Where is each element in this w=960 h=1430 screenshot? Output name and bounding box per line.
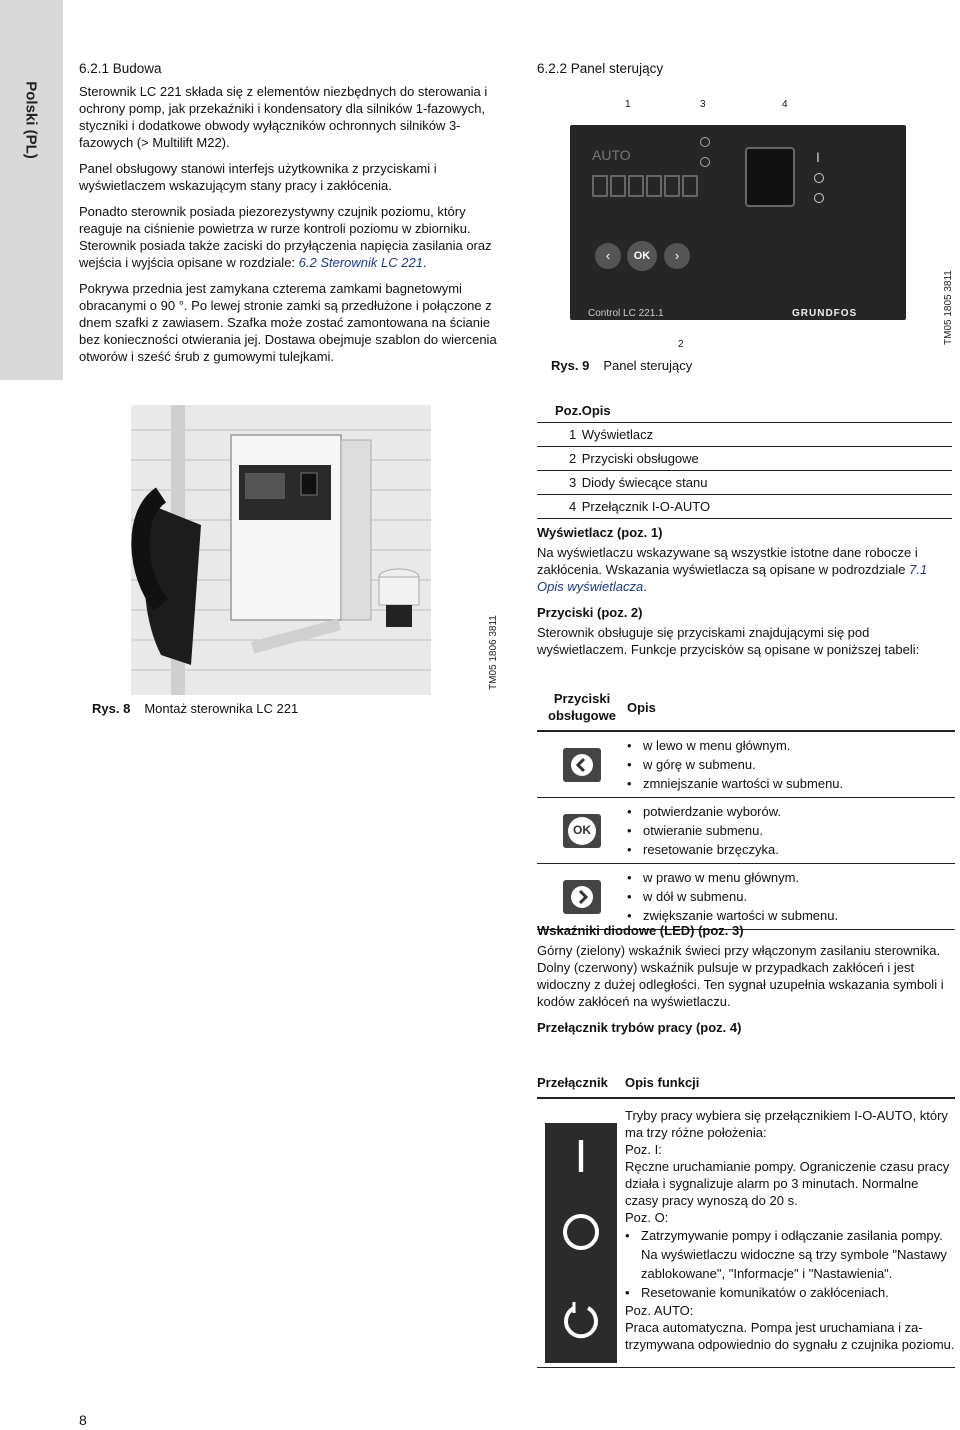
link-sterownik[interactable]: 6.2 Sterownik LC 221 — [298, 255, 423, 270]
section-heading-budowa: 6.2.1 Budowa — [79, 61, 162, 76]
table-row: 1 Wyświetlacz — [537, 423, 952, 447]
table-row: • w lewo w menu głównym. • w górę w submenu. • zmniejszanie wartości w submenu. — [537, 731, 955, 798]
language-label: Polski (PL) — [22, 81, 40, 159]
paragraph-2: Panel obsługowy stanowi interfejs użytkownika z przyciskami i wyświetlaczem wskazującym stany pracy i zakłócenia. — [79, 161, 437, 193]
figure-8-photo — [131, 405, 431, 695]
display-segments — [592, 175, 700, 201]
table-row: • w prawo w menu głównym. • w dół w submenu. • zwiększanie wartości w submenu. — [537, 864, 955, 930]
figure-9-number-2: 2 — [678, 339, 684, 350]
position-table: Poz. Opis 1 Wyświetlacz 2 Przyciski obsługowe 3 Diody świecące stanu 4 Przełącznik I-O-AUTO — [537, 399, 952, 519]
figure-9-caption: Rys. 9 Panel sterujący — [551, 358, 693, 373]
ok-icon: OK — [563, 814, 601, 848]
right-text-2: Wskaźniki diodowe (LED) (poz. 3) Górny (zielony) wskaźnik świeci przy włączonym zasilaniu sterownika. Dolny (czerwony) wskaźnik pulsuje w przypadkach zakłóceń i jest widoczny z dużej odległości. Ten sygnał uzupełnia wskazania symboli i kodów zakłóceń na wyświetlaczu. Przełącznik trybów pracy (poz. 4) — [537, 923, 944, 1035]
paragraph-1: Sterownik LC 221 składa się z elementów niezbędnych do sterowania i ochrony pomp, jak przekaźniki i kondensatory dla silników 1-fazowych, styczniki i dodatkowe obwody wyłączników ochronnych silników 3-fazowych (> Multilift M22). — [79, 84, 488, 150]
figure-9-numbers: 1 3 4 — [625, 99, 788, 110]
table-row: 2 Przyciski obsługowe — [537, 447, 952, 471]
right-arrow-icon — [563, 880, 601, 914]
switch-auto-icon — [561, 1299, 601, 1339]
brand-logo: GRUNDFOS — [792, 308, 858, 319]
left-arrow-icon — [563, 748, 601, 782]
control-panel-image: AUTO I ‹ OK › Control LC 221.1 GRUNDFOS — [570, 125, 906, 320]
switch-table: Przełącznik Opis funkcji I Tryby pracy wybiera się przełącznikiem I-O-AUTO, który ma trzy różne położenia: Poz. I: Ręczne uruchamianie pompy. Ograniczenie czasu pracy działa i sygnalizuje alarm po 3 minutach. Normalne czasy pracy wynoszą do 20 s. Poz. O: • Zatrzymywanie pompy i odłączanie zasilania pompy. Na wyświetlaczu widoczne są trzy symbole "Nastawy zablokowane", "Informacje" i "Nastawienia". • Resetowanie komunikatów o zakłóceniach. Poz. AUTO: Praca automatyczna. Pompa jest uruchamiana i za- trzymywana odpowiednio do sygnału z czujnika poziomu. — [537, 1068, 955, 1368]
switch-symbols-panel — [545, 1123, 617, 1363]
paragraph-3: Ponadto sterownik posiada piezorezystywny czujnik poziomu, który reaguje na ciśnienie powietrza w rurze kontroli poziomu w zbiorniku. Sterownik posiada także zaciski do przyłączenia napięcia zasilania oraz wejścia i wyjścia opisane w rozdziale: 6.2 Sterownik LC 221. — [79, 204, 492, 270]
switch-i-icon: I — [574, 1129, 588, 1182]
left-column — [79, 60, 509, 374]
display-auto-label: AUTO — [592, 147, 631, 163]
switch-o-icon — [563, 1214, 599, 1250]
mode-switch[interactable] — [745, 147, 795, 207]
link-opis-wyswietlacza[interactable]: 7.1 Opis wyświetlacza — [537, 562, 928, 594]
paragraph-4: Pokrywa przednia jest zamykana czterema zamkami bagnetowymi obracanymi o 90 °. Po lewej stronie zamki są przedłużone i połączone z dnem szafki z zawiasem. Szafka może zostać zamontowana na ścianie bez konieczności otwierania jej. Dostawa obejmuje szablon do wiercenia otworów i sześć śrub z gumowymi tulejkami. — [79, 281, 497, 364]
right-button[interactable]: › — [664, 243, 690, 269]
section-heading-panel: 6.2.2 Panel sterujący — [537, 61, 664, 76]
left-button[interactable]: ‹ — [595, 243, 621, 269]
led-green — [700, 137, 710, 147]
table-row: OK • potwierdzanie wyborów. • otwieranie submenu. • resetowanie brzęczyka. — [537, 798, 955, 864]
table-row: 3 Diody świecące stanu — [537, 471, 952, 495]
figure-8-caption: Rys. 8 Montaż sterownika LC 221 — [92, 701, 299, 716]
led-red — [700, 157, 710, 167]
ok-button[interactable]: OK — [627, 241, 657, 271]
buttons-table: Przyciski obsługowe Opis • w lewo w menu głównym. • w górę w submenu. • zmniejszanie wartości w submenu. OK • potwierdzanie wyborów. • otwieranie submenu. • resetowanie brzęczyka. • w prawo w menu głównym. • w dół w submenu. • zwiększanie wartości w submenu. — [537, 684, 955, 930]
page-number: 8 — [79, 1412, 87, 1428]
table-row: 4 Przełącznik I-O-AUTO — [537, 495, 952, 519]
figure-8-code: TM05 1806 3811 — [488, 615, 499, 690]
right-text-1: Wyświetlacz (poz. 1) Na wyświetlaczu wskazywane są wszystkie istotne dane robocze i zakłócenia. Wskazania wyświetlacza są opisane w podrozdziale 7.1 Opis wyświetlacza. Przyciski (poz. 2) Sterownik obsługuje się przyciskami znajdującymi się pod wyświetlaczem. Funkcje przycisków są opisane w poniższej tabeli: — [537, 525, 928, 657]
language-sidebar — [0, 0, 63, 380]
panel-model-label: Control LC 221.1 — [588, 308, 664, 319]
figure-9-code: TM05 1805 3811 — [943, 270, 954, 345]
